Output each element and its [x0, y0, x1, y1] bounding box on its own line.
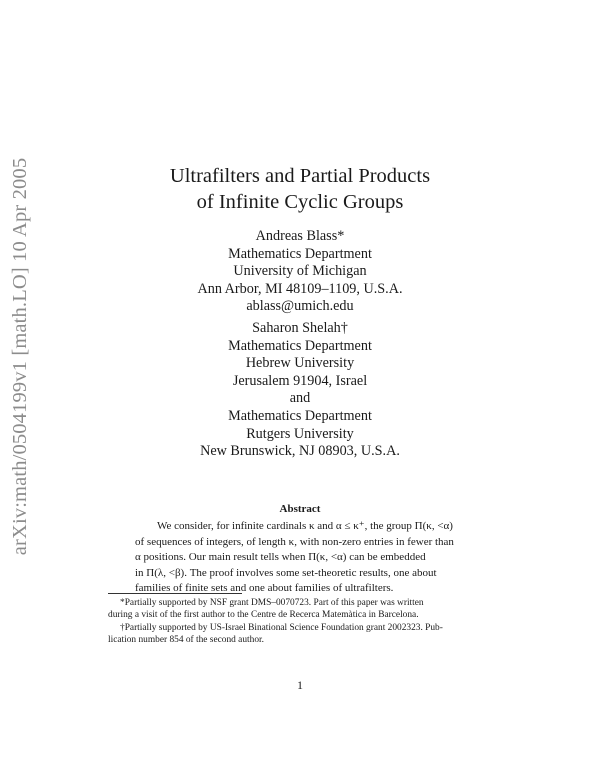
paper-title — [90, 163, 510, 215]
title-line-2: of Infinite Cyclic Groups — [196, 191, 404, 213]
footnote-line: during a visit of the first author to the Centre de Recerca Matemàtica in Barcelona. — [108, 610, 419, 621]
affiliation-line: New Brunswick, NJ 08903, U.S.A. — [200, 443, 400, 460]
abstract-line: in Π(λ, <β). The proof involves some set-theoretic results, one about — [135, 566, 437, 579]
abstract-line: We consider, for infinite cardinals κ and α ≤ κ⁺, the group Π(κ, <α) — [157, 520, 453, 532]
author-name: Saharon Shelah† — [252, 320, 348, 336]
affiliation-line: University of Michigan — [233, 263, 367, 280]
author-block-2 — [100, 320, 500, 461]
abstract-body — [135, 519, 465, 597]
abstract-line: of sequences of integers, of length κ, with non-zero entries in fewer than — [135, 535, 454, 548]
affiliation-line: Mathematics Department — [228, 245, 372, 262]
author-name: Andreas Blass* — [255, 228, 345, 244]
affiliation-line: Ann Arbor, MI 48109–1109, U.S.A. — [197, 280, 403, 297]
page-number: 1 — [297, 678, 303, 692]
footnotes — [108, 597, 500, 647]
affiliation-line: Mathematics Department — [228, 337, 372, 354]
affiliation-line: Jerusalem 91904, Israel — [232, 372, 368, 389]
affiliation-line: Mathematics Department — [228, 407, 372, 424]
affiliation-line: Rutgers University — [246, 425, 354, 442]
footnote-line: lication number 854 of the second author. — [108, 635, 264, 646]
abstract-line: α positions. Our main result tells when Π(κ, <α) can be embedded — [135, 551, 426, 563]
affiliation-line: Hebrew University — [245, 355, 355, 372]
footnote-line: *Partially supported by NSF grant DMS–0070723. Part of this paper was written — [120, 598, 424, 608]
arxiv-identifier: arXiv:math/0504199v1 [math.LO] 10 Apr 2005 — [9, 157, 32, 555]
footnote-rule — [108, 593, 242, 594]
affiliation-conjunction: and — [289, 390, 311, 407]
footnote-line: †Partially supported by US-Israel Binational Science Foundation grant 2002323. Pub- — [120, 622, 443, 633]
abstract-heading: Abstract — [279, 503, 321, 515]
author-email: ablass@umich.edu — [246, 298, 354, 315]
arxiv-side-stamp — [1, 157, 41, 555]
author-block-1 — [100, 228, 500, 316]
abstract-line: families of finite sets and one about families of ultrafilters. — [135, 582, 394, 594]
title-line-1: Ultrafilters and Partial Products — [169, 165, 431, 187]
